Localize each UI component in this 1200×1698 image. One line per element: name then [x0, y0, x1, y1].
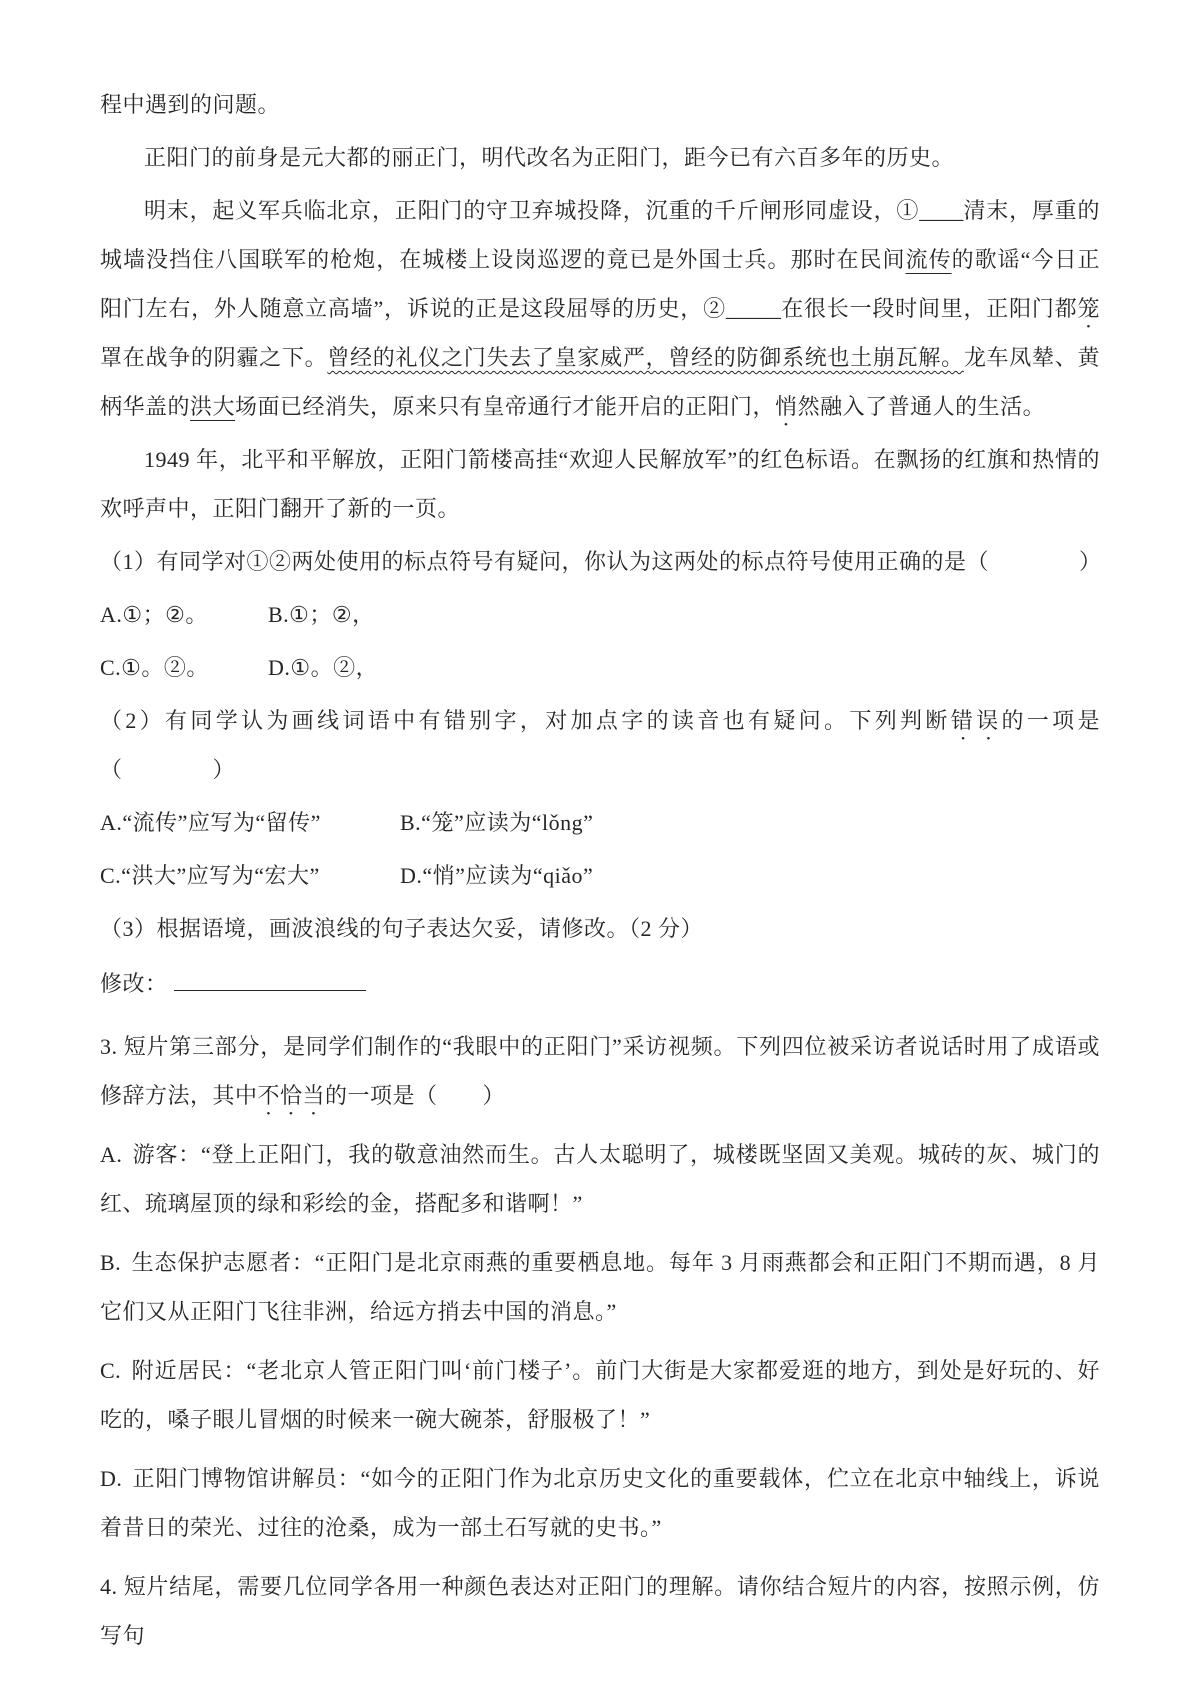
text-segment: 清末，厚重的城墙没挡住八国联军的枪炮，在城楼上设岗巡逻的竟已是外国士兵。那时在民间: [100, 198, 1100, 272]
sub-question-2-options-row-2: [100, 851, 1100, 900]
option-a: A.“流传”应写为“留传”: [100, 810, 321, 835]
dotted-char-qiao: 悄: [775, 394, 798, 419]
option-text: 游客：“登上正阳门，我的敬意油然而生。古人太聪明了，城楼既坚固又美观。城砖的灰、城门的红、琉璃屋顶的绿和彩绘的金，搭配多和谐啊！”: [100, 1142, 1100, 1216]
option-text: 生态保护志愿者：“正阳门是北京雨燕的重要栖息地。每年 3 月雨燕都会和正阳门不期而遇，8 月它们又从正阳门飞往非洲，给远方捎去中国的消息。”: [100, 1250, 1100, 1324]
answer-blank-line: [174, 968, 366, 991]
text-segment: 的一项是（ ）: [100, 708, 1100, 782]
question-3-option-b: [100, 1238, 1100, 1336]
option-text: 正阳门博物馆讲解员：“如今的正阳门作为北京历史文化的重要载体，伫立在北京中轴线上，诉说着昔日的荣光、过往的沧桑，成为一部土石写就的史书。”: [100, 1466, 1100, 1540]
blank-line-1: ____: [919, 198, 964, 223]
text-segment: 正阳门的前身是元大都的丽正门，明代改名为正阳门，距今已有六百多年的历史。: [144, 145, 955, 170]
text-segment: 场面已经消失，原来只有皇帝通行才能开启的正阳门，: [235, 394, 776, 419]
underlined-word-hongda: 洪大: [190, 394, 236, 419]
sub-question-3-stem: [100, 904, 1100, 953]
text-segment: 在很长一段时间里，正阳门都: [780, 296, 1078, 321]
wavy-underlined-sentence: 曾经的礼仪之门失去了皇家威严，曾经的防御系统也土崩瓦解。: [327, 345, 964, 370]
question-3-stem: [100, 1022, 1100, 1120]
option-c: C.“洪大”应写为“宏大”: [100, 863, 320, 888]
text-segment: 龙车凤辇、黄柄华盖的: [100, 345, 1100, 419]
sub-question-1-stem: [100, 537, 1100, 586]
text-segment: 罩在战争的阴霾之下。: [100, 345, 328, 370]
option-b: B.①；②，: [268, 602, 375, 627]
paragraph-1949: [100, 435, 1100, 533]
text-segment: （3）根据语境，画波浪线的句子表达欠妥，请修改。（2 分）: [100, 916, 704, 941]
option-label: C.: [100, 1358, 122, 1383]
option-b: B.“笼”应读为“lǒng”: [400, 810, 594, 835]
paragraph-war-history: [100, 186, 1100, 431]
option-text: 附近居民：“老北京人管正阳门叫‘前门楼子’。前门大街是大家都爱逛的地方，到处是好玩的、好吃的，嗓子眼儿冒烟的时候来一碗大碗茶，舒服极了！”: [100, 1358, 1100, 1432]
option-label: B.: [100, 1250, 122, 1275]
text-segment: （2）有同学认为画线词语中有错别字，对加点字的读音也有疑问。下列判断: [100, 708, 951, 733]
dotted-word-cuowu: 错误: [950, 708, 1002, 733]
option-d: D.①。②，: [268, 655, 379, 680]
sub-question-3-answer-line: [100, 959, 1100, 1008]
text-segment: 1949 年，北平和平解放，正阳门箭楼高挂“欢迎人民解放军”的红色标语。在飘扬的红旗和热情的欢呼声中，正阳门翻开了新的一页。: [100, 447, 1100, 521]
dotted-char-long: 笼: [1077, 296, 1100, 321]
sub-question-1-options-row-1: [100, 590, 1100, 639]
question-4-stem: [100, 1562, 1100, 1660]
text-segment: （1）有同学对①②两处使用的标点符号有疑问，你认为这两处的标点符号使用正确的是（ ）: [100, 549, 1102, 574]
sub-question-2-options-row-1: [100, 798, 1100, 847]
text-segment: 的一项是（ ）: [325, 1083, 506, 1108]
sub-question-1-options-row-2: [100, 643, 1100, 692]
option-d: D.“悄”应读为“qiǎo”: [400, 863, 594, 888]
option-label: A.: [100, 1142, 123, 1167]
text-segment: 然融入了普通人的生活。: [797, 394, 1046, 419]
question-3-option-c: [100, 1346, 1100, 1444]
answer-label: 修改：: [100, 971, 168, 996]
option-a: A.①；②。: [100, 602, 208, 627]
dotted-word-buqiadang: 不恰当: [257, 1083, 326, 1108]
text-segment: 明末，起义军兵临北京，正阳门的守卫弃城投降，沉重的千斤闸形同虚设，①: [144, 198, 920, 223]
question-3-option-d: [100, 1454, 1100, 1552]
text-segment: 的歌谣“今日正阳门左右，外人随意立高墙”，诉说的正是这段屈辱的历史，②: [100, 247, 1100, 321]
blank-line-2: _____: [725, 296, 781, 321]
underlined-word-liuchuan: 流传: [905, 247, 952, 272]
text-segment: 4. 短片结尾，需要几位同学各用一种颜色表达对正阳门的理解。请你结合短片的内容，按照示例，仿写句: [100, 1574, 1100, 1648]
sub-question-2-stem: [100, 696, 1100, 794]
text-segment: 程中遇到的问题。: [100, 92, 281, 117]
text-segment: 3. 短片第三部分，是同学们制作的“我眼中的正阳门”采访视频。下列四位被采访者说话时用了成语或修辞方法，其中: [100, 1034, 1100, 1108]
option-c: C.①。②。: [100, 655, 209, 680]
option-label: D.: [100, 1466, 123, 1491]
paragraph-origin: [100, 133, 1100, 182]
question-3-option-a: [100, 1130, 1100, 1228]
paragraph-continuation: [100, 80, 1100, 129]
